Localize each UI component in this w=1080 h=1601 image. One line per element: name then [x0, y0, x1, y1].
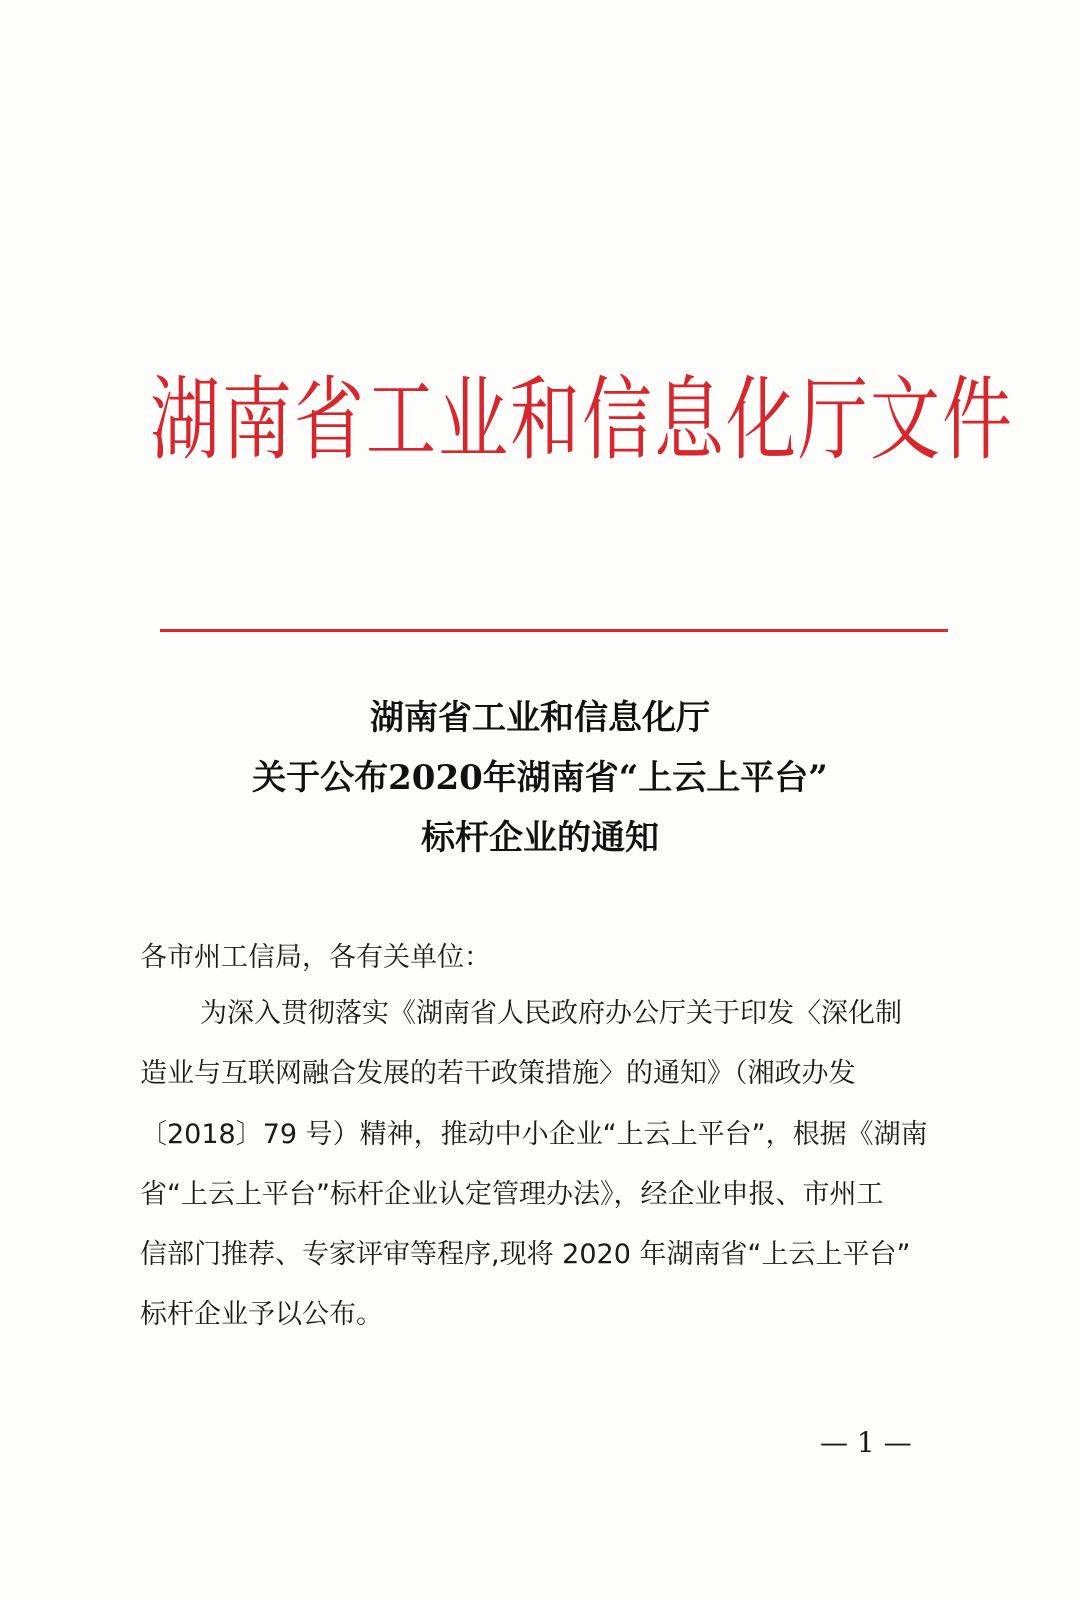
body-line-1: 为深入贯彻落实《湖南省人民政府办公厅关于印发〈深化制: [200, 998, 902, 1029]
body-line-2: 造业与互联网融合发展的若干政策措施〉的通知》（湘政办发: [140, 1058, 856, 1089]
body-line-6: 标杆企业予以公布。: [140, 1299, 383, 1330]
body-line-5: 信部门推荐、专家评审等程序,现将 2020 年湖南省“上云上平台”: [140, 1239, 911, 1270]
salutation: 各市州工信局，各有关单位：: [140, 942, 491, 973]
page-number: — 1 —: [820, 1426, 912, 1459]
document-title-line-3: 标杆企业的通知: [421, 818, 659, 858]
document-title-line-2: 关于公布2020年湖南省“上云上平台”: [252, 758, 828, 798]
document-title-line-1: 湖南省工业和信息化厅: [370, 698, 710, 738]
body-line-4: 省“上云上平台”标杆企业认定管理办法》，经企业申报、市州工: [140, 1179, 884, 1210]
document-header-title: 湖南省工业和信息化厅文件: [150, 366, 1014, 474]
body-line-3: 〔2018〕79 号）精神，推动中小企业“上云上平台”，根据《湖南: [140, 1119, 928, 1150]
red-divider-line: [160, 629, 948, 632]
